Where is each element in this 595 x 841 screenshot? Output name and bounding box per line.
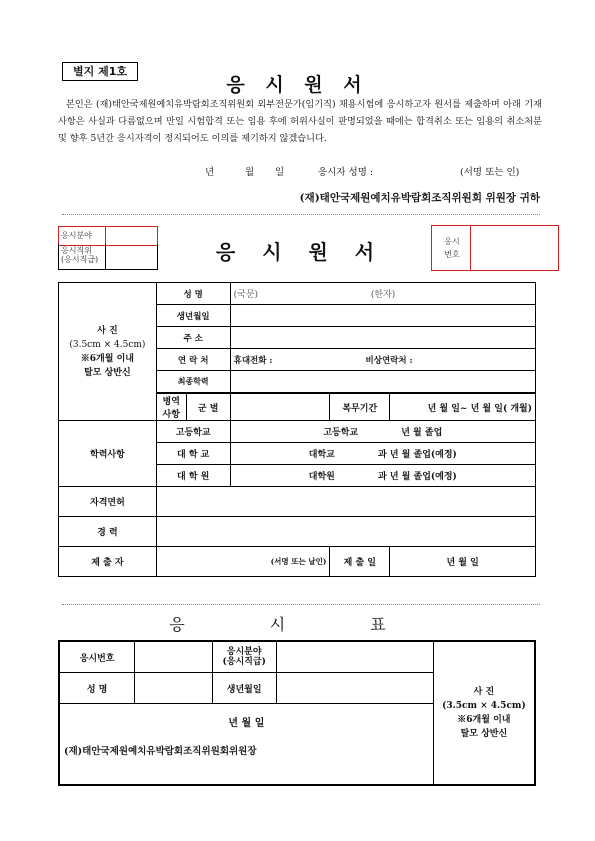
ticket-title: 응 시 표	[169, 615, 426, 634]
photo-label: 사 진	[97, 325, 118, 336]
cut-line-2	[62, 604, 540, 605]
signature-note: (서명 또는 인)	[460, 167, 520, 178]
military-branch-label: 군 별	[186, 393, 230, 421]
ticket-date: 년 월 일	[228, 718, 265, 729]
edu-row-0[interactable]	[230, 421, 535, 443]
submit-date-field[interactable]: 년 월 일	[390, 547, 536, 577]
ticket-number-field[interactable]	[135, 641, 213, 673]
cut-line	[62, 214, 540, 215]
apply-grade-label: (응시직급)	[61, 255, 99, 264]
edu-detail-0: 년 월 졸업	[401, 428, 443, 438]
ticket-issuer: (재)태안국제원예치유박람회조직위원회위원장	[64, 746, 257, 757]
ticket-field-label: 응시분야	[226, 647, 262, 657]
ticket-name-label: 성 명	[59, 673, 135, 704]
submitter-sign[interactable]: (서명 또는 날인)	[156, 547, 330, 577]
contact-field[interactable]	[230, 349, 535, 371]
license-field[interactable]	[156, 487, 535, 517]
license-label: 자격면허	[59, 487, 157, 517]
pledge-paragraph: 본인은 (재)태안국제원예치유박람회조직위원회 외부전문가(임기직) 채용시험에 응시하고자 원서를 제출하며 아래 기재사항은 사실과 다름없으며 만일 시험합격 또는 임용 후에 허위사실이 판명되었을 때에는 합격취소 또는 임용의 취소처분 및 향후 5년간 응시자격이 정지되어도 이의를 제기하지 않겠습니다.	[58, 99, 542, 144]
mobile-label: 휴대전화 :	[233, 355, 273, 366]
apply-field-box[interactable]	[58, 226, 158, 246]
photo-note: ※6개월 이내	[80, 353, 134, 364]
form-title: 응 시 원 서	[226, 74, 369, 96]
addressee: (재)태안국제원예치유박람회조직위원회 위원장 귀하	[299, 192, 540, 204]
edu-level-1: 대 학 교	[156, 443, 230, 465]
date-day: 일	[275, 167, 285, 178]
apply-field-label: 응시분야	[61, 231, 92, 240]
name-label: 성 명	[156, 283, 230, 305]
admission-ticket	[58, 640, 536, 786]
birth-field[interactable]	[230, 305, 535, 327]
submitter-label: 제 출 자	[59, 547, 157, 577]
education-label: 학력사항	[59, 421, 157, 487]
photo-note-2: 탈모 상반신	[84, 367, 131, 378]
birth-label: 생년월일	[156, 305, 230, 327]
form-title-2: 응 시 원 서	[215, 240, 385, 264]
edu-school-1: 대학교	[308, 450, 335, 460]
submit-date-label: 제 출 일	[330, 547, 390, 577]
apply-rank-label: 응시직위	[61, 246, 92, 255]
service-period-field[interactable]: 년 월 일~ 년 월 일( 개월)	[390, 393, 536, 421]
name-korean-label: (국문)	[233, 290, 259, 300]
applicant-name-label: 응시자 성명 :	[318, 167, 374, 178]
edu-level-0: 고등학교	[156, 421, 230, 443]
form-number-badge: 별지 제1호	[62, 62, 138, 81]
address-field[interactable]	[230, 327, 535, 349]
final-education-field[interactable]	[230, 371, 535, 394]
final-education-label: 최종학력	[156, 371, 230, 394]
application-table	[58, 282, 536, 577]
career-label: 경 력	[59, 517, 157, 547]
edu-row-1[interactable]	[230, 443, 535, 465]
name-field[interactable]	[230, 283, 535, 305]
military-branch-field[interactable]	[230, 393, 330, 421]
military-label: 병역사항	[156, 393, 186, 421]
ticket-photo-note: ※6개월 이내	[457, 715, 511, 725]
ticket-number-label: 응시번호	[59, 641, 135, 673]
ticket-photo-note-2: 탈모 상반신	[460, 729, 508, 739]
edu-level-2: 대 학 원	[156, 465, 230, 487]
apply-rank-box[interactable]	[58, 244, 158, 270]
exam-number-label-2: 번호	[444, 250, 460, 259]
edu-row-2[interactable]	[230, 465, 535, 487]
exam-number-box[interactable]	[431, 225, 559, 271]
exam-number-label-1: 응시	[444, 237, 460, 246]
service-period-label: 복무기간	[330, 393, 390, 421]
contact-label: 연 락 처	[156, 349, 230, 371]
edu-detail-2: 과 년 월 졸업(예정)	[378, 472, 457, 482]
name-hanja-label: (한자)	[370, 290, 396, 300]
photo-area[interactable]	[59, 283, 157, 421]
date-month: 월	[245, 167, 255, 178]
career-field[interactable]	[156, 517, 535, 547]
ticket-field-value[interactable]	[276, 641, 433, 673]
date-year: 년	[205, 167, 215, 178]
ticket-grade-label: (응시직급)	[222, 657, 266, 667]
emergency-label: 비상연락처 :	[365, 355, 413, 366]
ticket-photo-label: 사 진	[473, 687, 495, 697]
ticket-birth-label: 생년월일	[212, 673, 276, 704]
ticket-photo-area[interactable]	[433, 641, 535, 785]
photo-size: (3.5cm × 4.5cm)	[69, 339, 146, 350]
edu-school-0: 고등학교	[323, 428, 359, 438]
edu-detail-1: 과 년 월 졸업(예정)	[378, 450, 457, 460]
ticket-name-field[interactable]	[135, 673, 213, 704]
ticket-photo-size: (3.5cm × 4.5cm)	[442, 701, 526, 711]
address-label: 주 소	[156, 327, 230, 349]
edu-school-2: 대학원	[308, 472, 335, 482]
ticket-birth-field[interactable]	[276, 673, 433, 704]
